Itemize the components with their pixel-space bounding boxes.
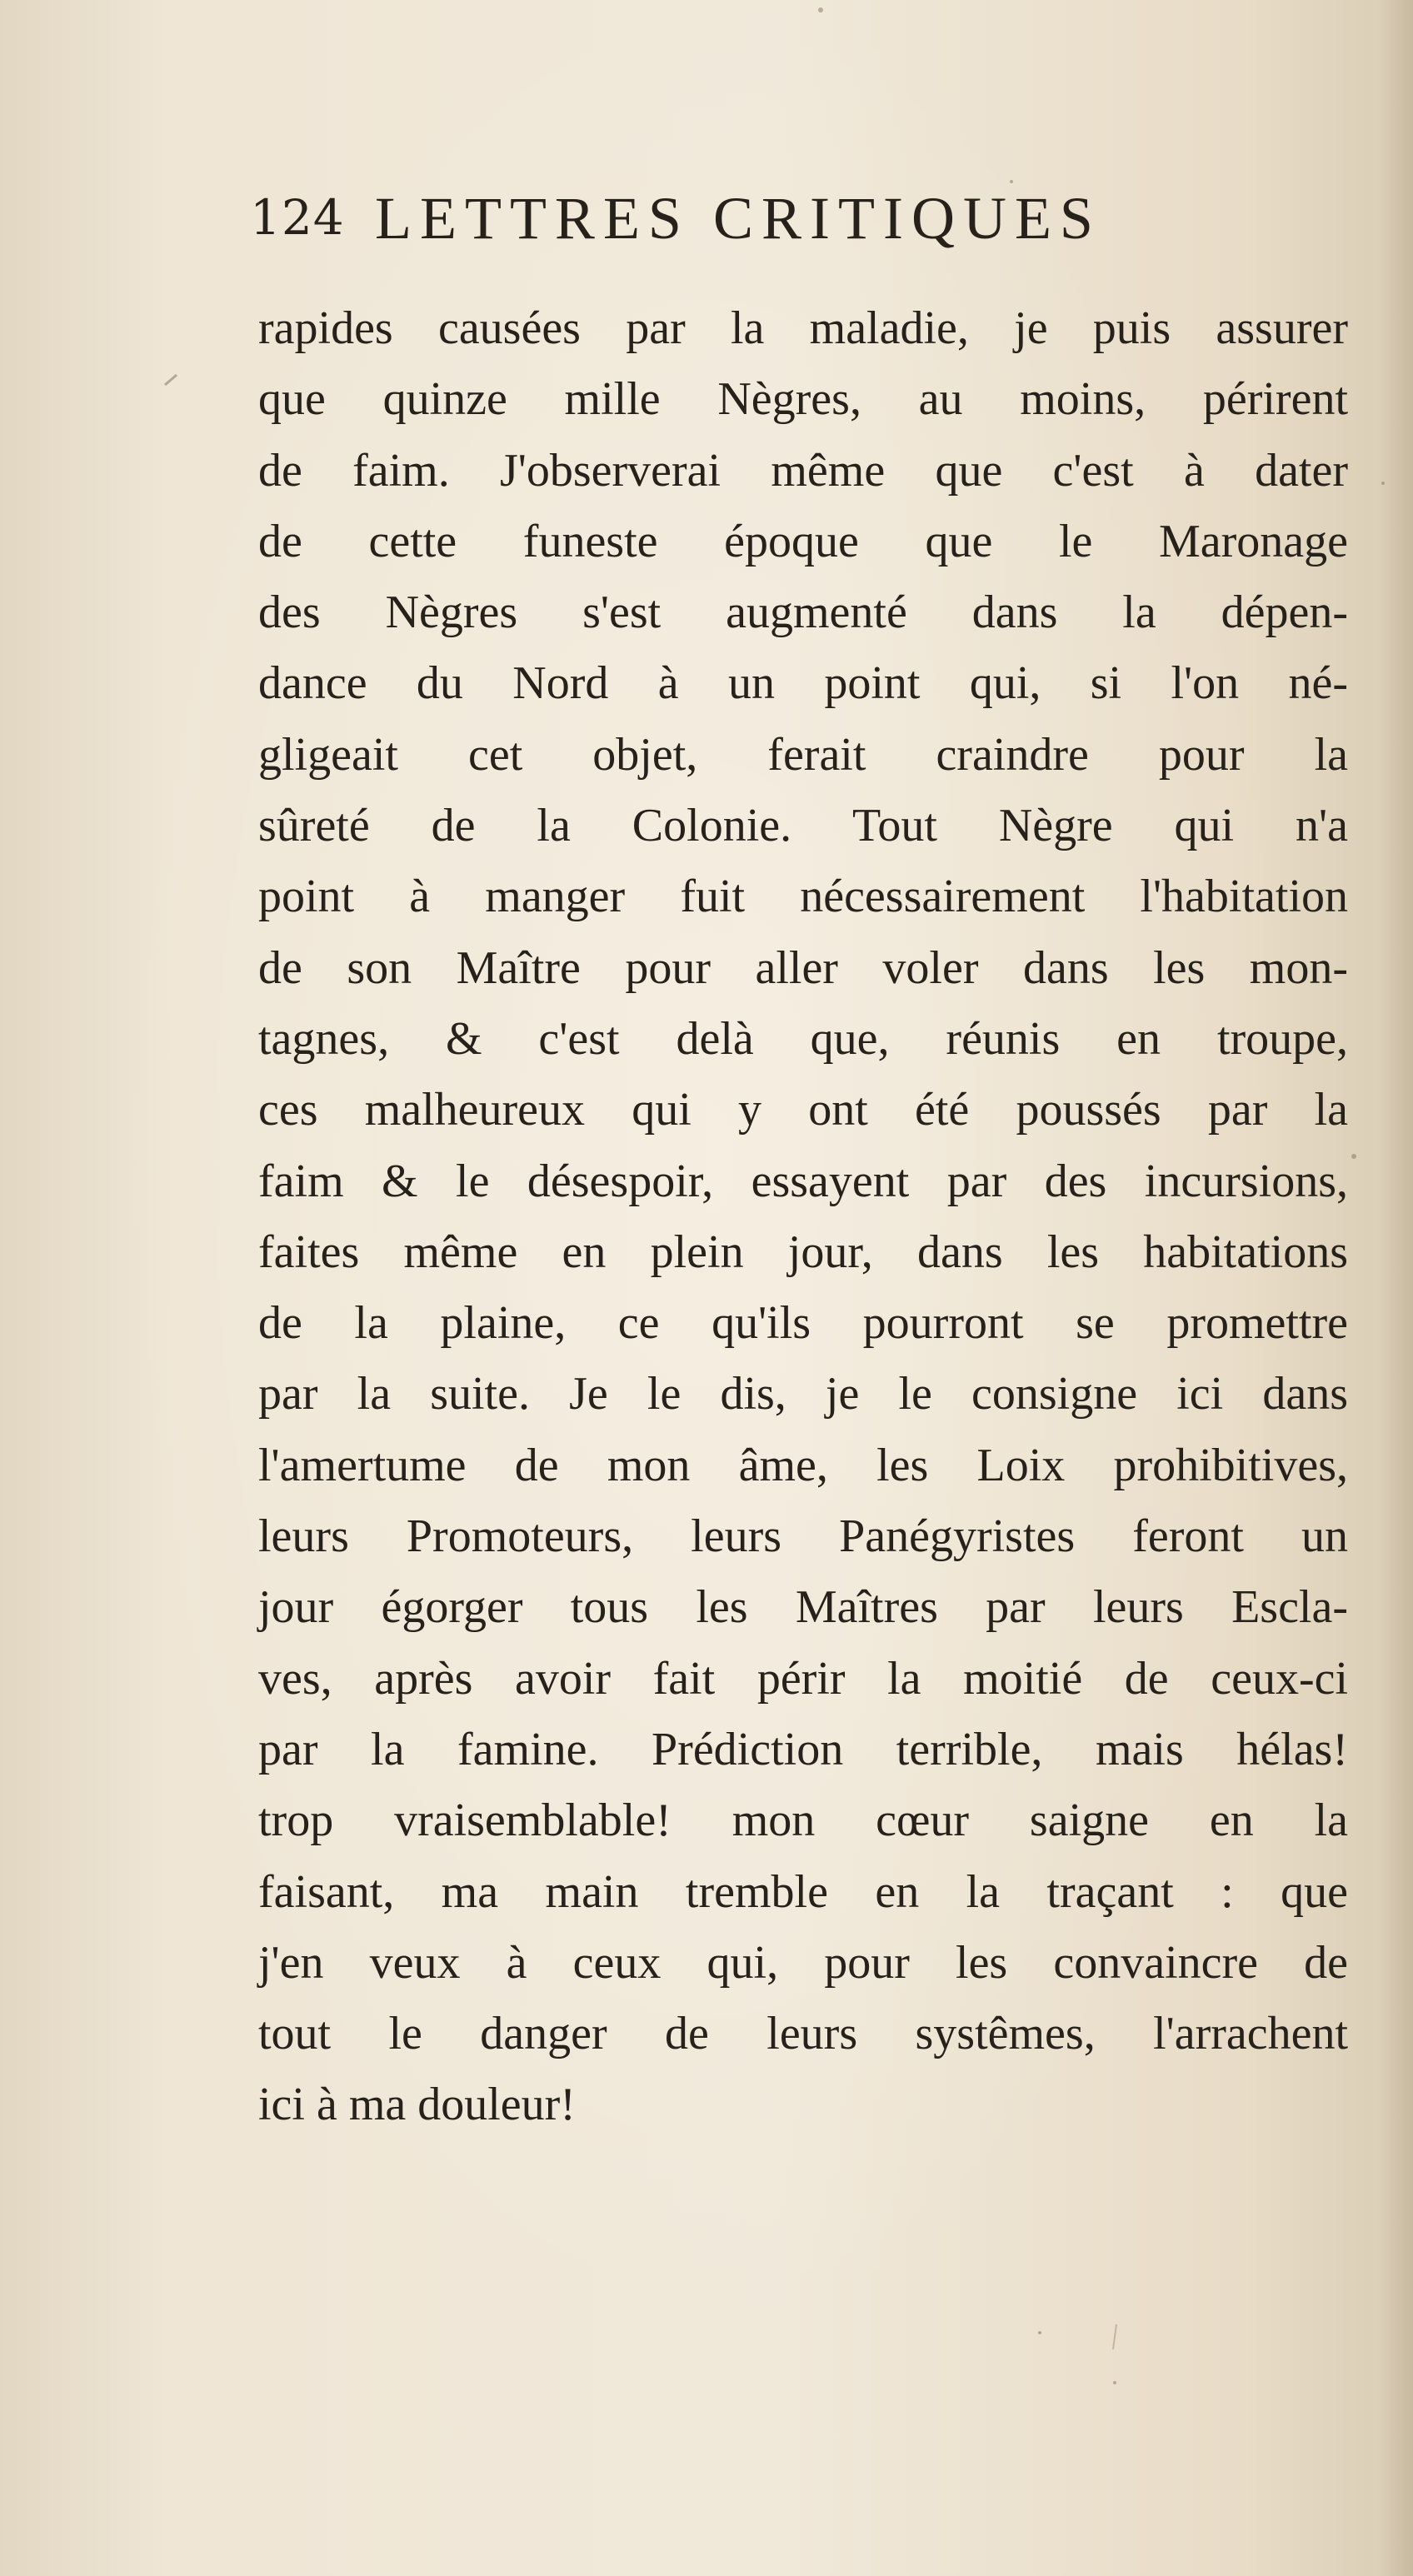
text-line: que quinze mille Nègres, au moins, périrent — [258, 373, 1348, 426]
text-line: rapides causées par la maladie, je puis assurer — [258, 302, 1348, 354]
text-line: faites même en plein jour, dans les habitations — [258, 1226, 1348, 1278]
text-line: ces malheureux qui y ont été poussés par la — [258, 1084, 1348, 1136]
text-line: l'amertume de mon âme, les Loix prohibitives, — [258, 1439, 1348, 1491]
text-line: faim & le désespoir, essayent par des incursions, — [258, 1155, 1348, 1207]
running-title: LETTRES CRITIQUES — [375, 185, 1101, 252]
page-header — [250, 185, 1233, 252]
body-text — [258, 293, 1348, 2141]
text-line: trop vraisemblable! mon cœur saigne en la — [258, 1795, 1348, 1847]
text-line: gligeait cet objet, ferait craindre pour la — [258, 728, 1348, 781]
text-line: par la suite. Je le dis, je le consigne ici dans — [258, 1368, 1348, 1420]
text-line: de son Maître pour aller voler dans les mon- — [258, 941, 1348, 994]
text-line: point à manger fuit nécessairement l'habitation — [258, 871, 1348, 923]
text-line: de la plaine, ce qu'ils pourront se promettre — [258, 1297, 1348, 1350]
text-line: j'en veux à ceux qui, pour les convaincre de — [258, 1936, 1348, 1989]
text-line: jour égorger tous les Maîtres par leurs Escla- — [258, 1581, 1348, 1634]
text-line: ves, après avoir fait périr la moitié de ceux-ci — [258, 1652, 1348, 1705]
text-line: leurs Promoteurs, leurs Panégyristes feront un — [258, 1510, 1348, 1563]
text-line: ici à ma douleur! — [258, 2079, 576, 2131]
text-line: de cette funeste époque que le Maronage — [258, 515, 1348, 567]
text-line: par la famine. Prédiction terrible, mais hélas! — [258, 1723, 1348, 1775]
text-line: de faim. J'observerai même que c'est à dater — [258, 444, 1348, 497]
text-line: dance du Nord à un point qui, si l'on né- — [258, 657, 1348, 710]
text-line: sûreté de la Colonie. Tout Nègre qui n'a — [258, 800, 1348, 852]
page-number: 124 — [250, 189, 345, 246]
text-line: faisant, ma main tremble en la traçant : que — [258, 1865, 1348, 1918]
text-line: des Nègres s'est augmenté dans la dépen- — [258, 587, 1348, 639]
text-line: tout le danger de leurs systêmes, l'arrachent — [258, 2008, 1348, 2060]
text-line: tagnes, & c'est delà que, réunis en troupe, — [258, 1012, 1348, 1065]
